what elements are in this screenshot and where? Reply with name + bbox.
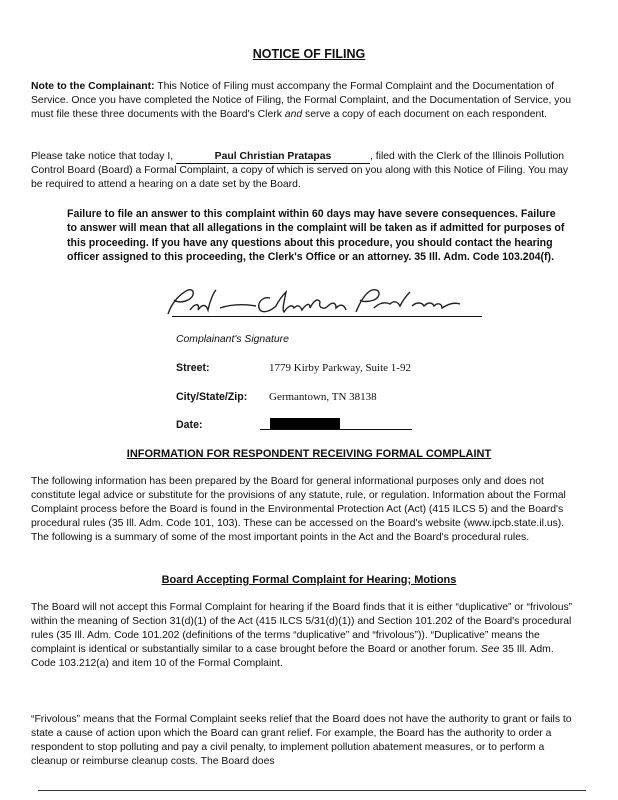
- board-heading: Board Accepting Formal Complaint for Hearing; Motions: [161, 574, 457, 586]
- notice-paragraph: [31, 150, 579, 192]
- complainant-note-text-2: serve a copy of each document on each respondent.: [302, 109, 548, 120]
- complainant-note-emphasis: and: [284, 109, 303, 120]
- warning-notice: Failure to file an answer to this complaint within 60 days may have severe consequences. Failure to answer will mean that all allegations in the complaint will be taken as if admitted for purposes of this proceeding. If you have any questions about this procedure, you should contact the hearing officer assigned to this proceeding, the Clerk's Office or an attorney. 35 Ill. Adm. Code 103.204(f).: [67, 208, 565, 264]
- complainant-note-label: Note to the Complainant:: [31, 81, 155, 92]
- signature-line: [172, 316, 482, 317]
- complainant-note: [31, 80, 579, 122]
- street-value: 1779 Kirby Parkway, Suite 1-92: [269, 362, 411, 374]
- board-text-2: 35 Ill. Adm. Code 103.212(a) and item 10 of the Formal Complaint.: [31, 644, 554, 669]
- info-paragraph: The following information has been prepared by the Board for general informational purposes only and does not constitute legal advice or substitute for the provisions of any statute, rule, or regulation. Information about the Formal Complaint process before the Board is found in the Environmental Protection Act (Act) (415 ILCS 5) and the Board's procedural rules (35 Ill. Adm. Code 101, 103). These can be accessed on the Board's website (www.ipcb.state.il.us). The following is a summary of some of the most important points in the Act and the Board's procedural rules.: [31, 476, 566, 543]
- board-see: See: [480, 644, 500, 655]
- footer-rule: [38, 790, 586, 791]
- date-label: Date:: [176, 419, 203, 431]
- board-text-1: The Board will not accept this Formal Complaint for hearing if the Board finds that it is either “duplicative” or “frivolous” within the meaning of Section 31(d)(1) of the Act (415 ILCS 5/31(d)(1)) and Section 101.202 of the Board's procedural rules (35 Ill. Adm. Code 101.202 (definitions of the terms “duplicative” and “frivolous”)). “Duplicative” means the complaint is identical or substantially similar to a case brought before the Board or another forum.: [31, 602, 573, 655]
- info-heading: INFORMATION FOR RESPONDENT RECEIVING FORMAL COMPLAINT: [126, 448, 492, 460]
- street-label: Street:: [176, 362, 210, 374]
- filer-name-field: Paul Christian Pratapas: [176, 151, 370, 164]
- board-paragraph: [31, 601, 579, 671]
- signature-caption: Complainant's Signature: [176, 334, 289, 345]
- page-title: NOTICE OF FILING: [252, 47, 366, 61]
- redacted-date: [270, 418, 340, 429]
- notice-text-after: , filed with the Clerk of the Illinois Pollution Control Board (Board) a Formal Complaint, a copy of which is served on you along with this Notice of Filing. You may be required to attend a hearing on a date set by the Board.: [31, 151, 569, 190]
- date-line: [260, 429, 412, 430]
- city-value: Germantown, TN 38138: [269, 391, 377, 403]
- city-label: City/State/Zip:: [176, 391, 248, 403]
- frivolous-paragraph: “Frivolous” means that the Formal Complaint seeks relief that the Board does not have the authority to grant or fails to state a cause of action upon which the Board can grant relief. For example, the Board has the authority to order a respondent to stop polluting and pay a civil penalty, to implement pollution abatement measures, or to perform a cleanup or reimburse cleanup costs. The Board does: [31, 714, 572, 767]
- notice-text-before: Please take notice that today I,: [31, 151, 176, 162]
- complainant-note-text-1: This Notice of Filing must accompany the Formal Complaint and the Documentation of Service. Once you have completed the Notice of Filing, the Formal Complaint, and the Documentation of Service, you must file these three documents with the Board's Clerk: [31, 81, 572, 120]
- handwritten-signature: [160, 284, 480, 324]
